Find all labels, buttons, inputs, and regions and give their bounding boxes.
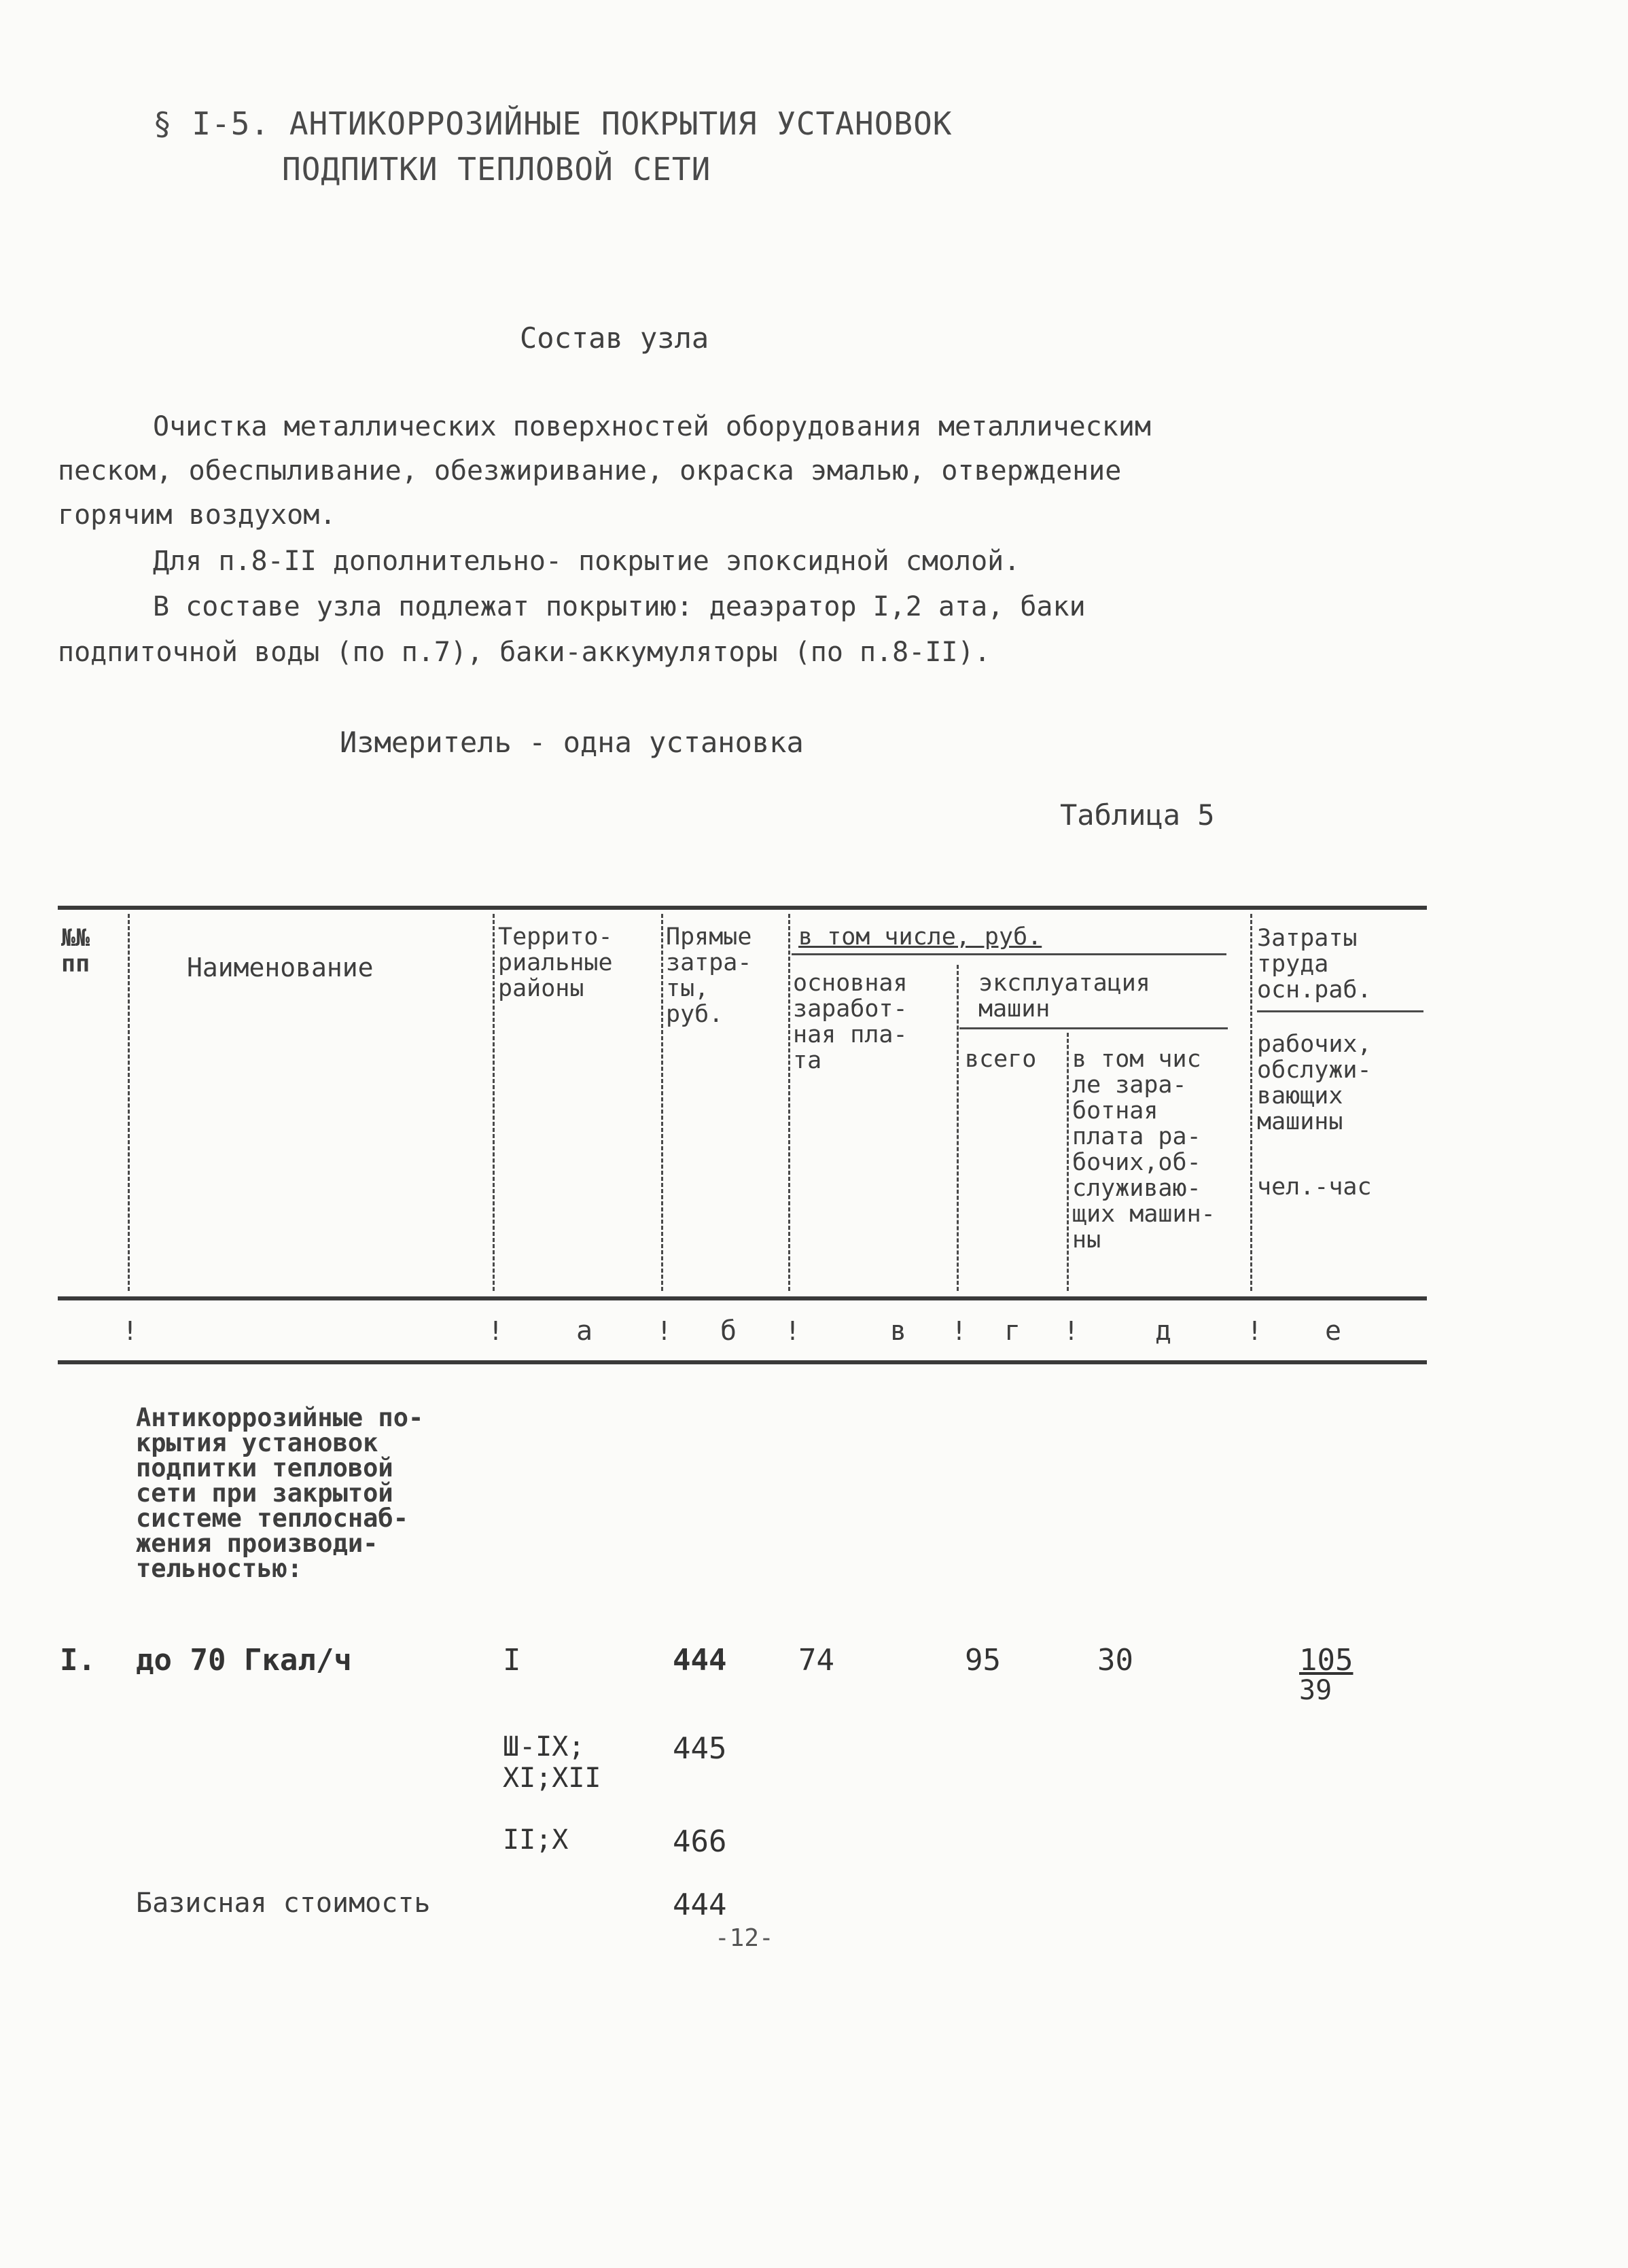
paragraph-1-line-1: Очистка металлических поверхностей оборудования металлическим <box>153 411 1152 442</box>
col-separator <box>128 914 130 1291</box>
header-num: №№ пп <box>61 925 90 978</box>
row1-region: I <box>503 1643 521 1678</box>
paragraph-1-line-2: песком, обеспыливание, обезжиривание, окраска эмалью, отверждение <box>58 455 1122 486</box>
col-separator <box>788 914 790 1291</box>
letter-sep: ! <box>656 1316 672 1346</box>
labor-split-line <box>1257 1010 1423 1012</box>
col-separator <box>661 914 663 1291</box>
letter-g: г <box>1004 1315 1021 1347</box>
letter-a: а <box>576 1315 593 1347</box>
col-separator <box>1250 914 1252 1291</box>
header-bottom-border <box>58 1296 1427 1300</box>
table-label: Таблица 5 <box>1060 798 1215 832</box>
paragraph-1-line-3: горячим воздухом. <box>58 499 336 531</box>
header-machine-operation: эксплуатация машин <box>978 970 1150 1023</box>
group-title: Антикоррозийные по- крытия установок подпитки тепловой сети при закрытой системе теплоснаб- жения производи- тельностью: <box>136 1403 424 1583</box>
letter-sep: ! <box>488 1316 503 1346</box>
letter-d: д <box>1155 1315 1172 1347</box>
row1-wage: 74 <box>798 1643 834 1678</box>
row1-incl-wage: 30 <box>1097 1643 1133 1678</box>
row1-direct: 444 <box>673 1643 727 1678</box>
letter-sep: ! <box>1063 1316 1079 1346</box>
row2-direct: 445 <box>673 1731 727 1766</box>
row1-labor-machine: 39 <box>1299 1675 1332 1706</box>
composition-heading: Состав узла <box>520 321 709 355</box>
header-name: Наименование <box>187 953 374 982</box>
header-labor-unit: чел.-час <box>1257 1173 1372 1201</box>
meter-label: Измеритель - одна установка <box>340 726 804 759</box>
row1-labor-main: 105 <box>1299 1643 1353 1678</box>
section-title-line2: ПОДПИТКИ ТЕПЛОВОЙ СЕТИ <box>282 151 711 188</box>
letters-bottom-border <box>58 1360 1427 1364</box>
section-title-line1: § I-5. АНТИКОРРОЗИЙНЫЕ ПОКРЫТИЯ УСТАНОВОК <box>153 105 953 142</box>
header-incl-wage: в том чис ле зара- ботная плата ра- бочих,об- служиваю- щих машин- ны <box>1072 1046 1216 1254</box>
page-number: -12- <box>715 1924 774 1952</box>
header-labor-machine: рабочих, обслужи- вающих машины <box>1257 1031 1372 1135</box>
letter-e: е <box>1325 1315 1342 1347</box>
row2-region: Ш-IX; XI;XII <box>503 1731 601 1794</box>
base-cost-value: 444 <box>673 1888 727 1922</box>
incl-underline <box>792 953 1226 955</box>
paragraph-2: Для п.8-II дополнительно- покрытие эпоксидной смолой. <box>153 546 1021 577</box>
row3-direct: 466 <box>673 1824 727 1859</box>
letter-b: б <box>720 1315 737 1347</box>
row1-num: I. <box>60 1643 96 1678</box>
base-cost-label: Базисная стоимость <box>136 1888 431 1919</box>
letter-sep: ! <box>122 1316 138 1346</box>
row1-total: 95 <box>965 1643 1001 1678</box>
letter-sep: ! <box>951 1316 967 1346</box>
letter-sep: ! <box>785 1316 800 1346</box>
row1-name: до 70 Гкал/ч <box>136 1643 352 1678</box>
header-direct-costs: Прямые затра- ты, руб. <box>666 923 752 1028</box>
col-separator <box>493 914 495 1291</box>
header-base-wage: основная заработ- ная пла- та <box>793 970 908 1074</box>
letter-v: в <box>890 1315 907 1347</box>
machine-underline <box>959 1027 1228 1029</box>
paragraph-3-line-1: В составе узла подлежат покрытию: деаэратор I,2 ата, баки <box>153 591 1086 622</box>
col-separator <box>957 965 959 1291</box>
header-total: всего <box>965 1046 1037 1073</box>
row3-region: II;X <box>503 1824 569 1856</box>
header-labor-main: Затраты труда осн.раб. <box>1257 925 1372 1004</box>
header-territorial: Террито- риальные районы <box>498 923 613 1002</box>
col-separator <box>1067 1033 1069 1291</box>
header-incl: в том числе, руб. <box>798 923 1042 951</box>
table-top-border <box>58 906 1427 910</box>
paragraph-3-line-2: подпиточной воды (по п.7), баки-аккумуляторы (по п.8-II). <box>58 637 991 668</box>
letter-sep: ! <box>1247 1316 1262 1346</box>
